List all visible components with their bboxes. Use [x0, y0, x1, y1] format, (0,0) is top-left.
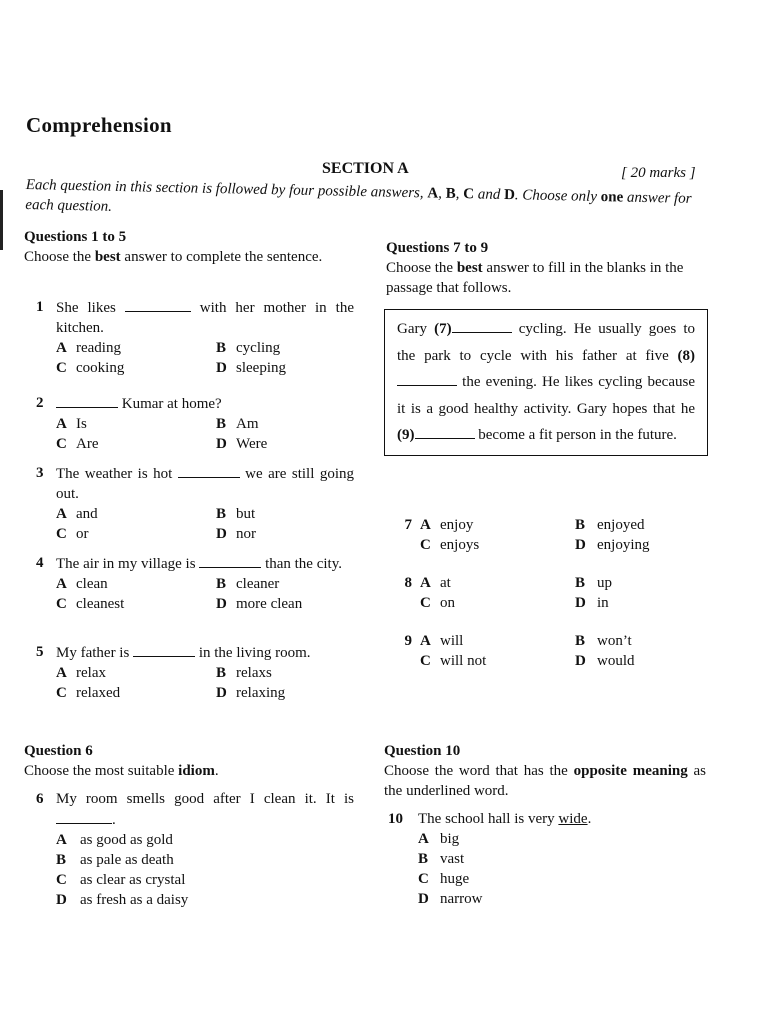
answer-blank [415, 424, 475, 439]
answer-blank [125, 297, 191, 312]
questions-7-9-instruction: Choose the best answer to fill in the blanks in the passage that follows. [386, 260, 684, 296]
question-stem: 4 The air in my village is than the city. [36, 555, 342, 572]
options: A reading B cycling C cooking D sleeping [56, 340, 286, 376]
question-5 [24, 642, 354, 703]
answer-blank [199, 553, 261, 568]
answer-blank [452, 318, 512, 333]
question-6-block [24, 741, 354, 910]
question-7 [386, 515, 708, 555]
options: 8 A at B up C on D in [404, 575, 612, 611]
options: 9 A will B won’t C will not D would [404, 633, 635, 669]
answer-blank [397, 371, 457, 386]
question-10: 10 The school hall is very wide. A big B vast C huge D narrow [388, 811, 592, 907]
question-6-heading: Question 6 [24, 743, 93, 759]
answer-blank [133, 642, 195, 657]
answer-blank [56, 809, 112, 824]
options: A as good as gold B as pale as death C as clear as crystal D as fresh as a daisy [56, 832, 189, 908]
question-8 [386, 573, 708, 613]
question-stem: 5 My father is in the living room. [36, 644, 311, 661]
answer-blank [178, 463, 240, 478]
cloze-passage: Gary (7) cycling. He usually goes to the park to cycle with his father at five (8) the evening. He likes cycling because it is a good healthy activity. Gary hopes that he (9) become a fit person in the future. [384, 309, 708, 456]
question-10-instruction: Choose the word that has the opposite meaning as the underlined word. [384, 763, 707, 799]
page-title: Comprehension [26, 113, 172, 137]
question-stem: 3 The weather is hot we are still going out. [36, 465, 354, 502]
questions-7-9-heading: Questions 7 to 9 [386, 240, 489, 256]
questions-1-5-heading: Questions 1 to 5 [24, 229, 127, 245]
section-instruction: Each question in this section is followed by four possible answers, A, B, C and D. Choose only one answer for each question. [25, 176, 692, 215]
marks-label: [ 20 marks ] [621, 165, 696, 181]
questions-1-5-instruction: Choose the best answer to complete the sentence. [24, 249, 323, 265]
question-2 [24, 393, 354, 454]
options: 7 A enjoy B enjoyed C enjoys D enjoying [404, 517, 650, 553]
question-6-instruction: Choose the most suitable idiom. [24, 763, 219, 779]
questions-1-5-block [24, 227, 354, 267]
question-3 [24, 463, 354, 544]
options: A Is B Am C Are D Were [56, 416, 268, 452]
page-edge-mark [0, 190, 3, 250]
question-9 [386, 631, 708, 671]
section-heading: SECTION A [322, 160, 409, 177]
question-stem: 2 Kumar at home? [36, 395, 222, 412]
question-10-heading: Question 10 [384, 743, 461, 759]
question-stem: 6 My room smells good after I clean it. It is . [36, 791, 354, 828]
question-4 [24, 553, 354, 614]
questions-7-9-block [386, 238, 708, 298]
options: A and B but C or D nor [56, 506, 256, 542]
options: A clean B cleaner C cleanest D more clean [56, 576, 303, 612]
question-1 [24, 297, 354, 378]
answer-blank [56, 393, 118, 408]
options: A relax B relaxs C relaxed D relaxing [56, 665, 286, 701]
question-10-block [384, 741, 706, 909]
question-stem: 1 She likes with her mother in the kitchen. [36, 299, 354, 336]
underlined-word: wide [558, 811, 588, 827]
